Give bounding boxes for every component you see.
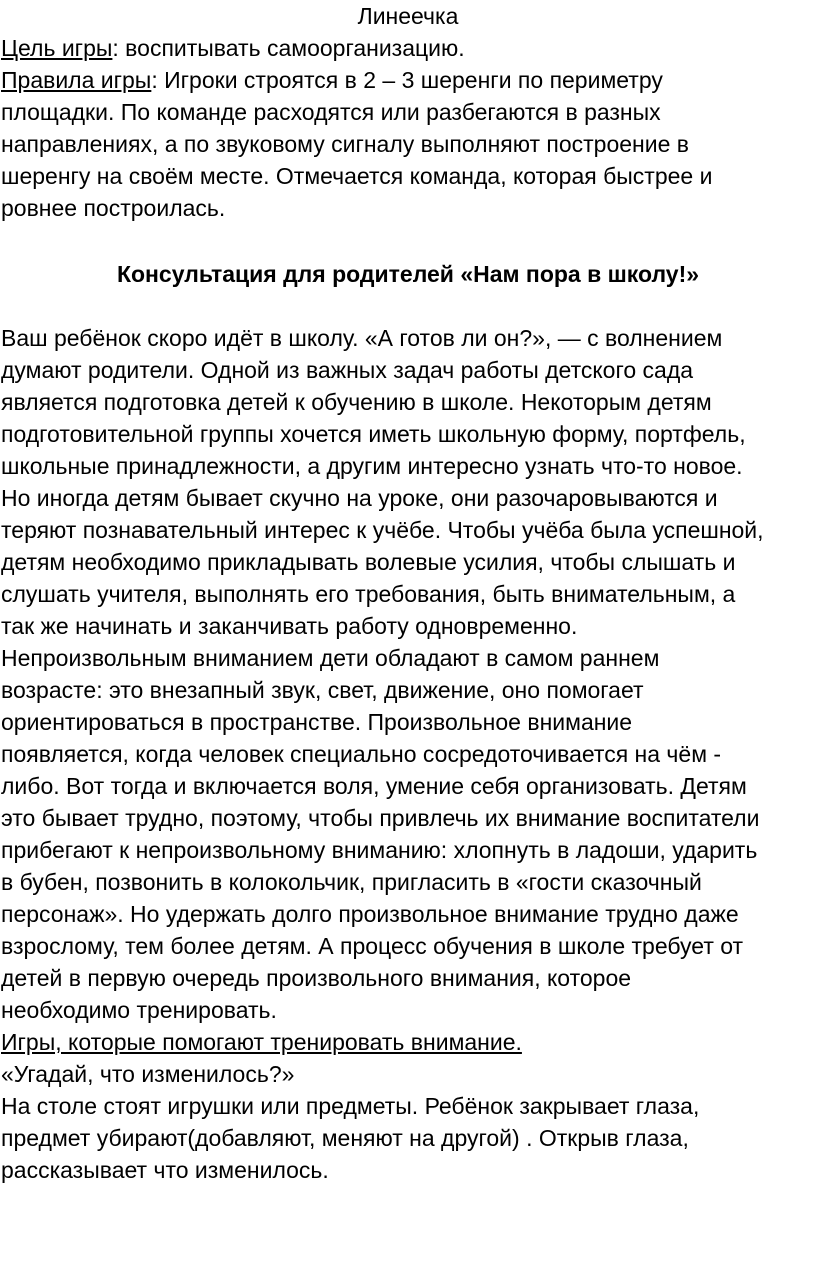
body-line: либо. Вот тогда и включается воля, умение себя организовать. Детям — [1, 773, 747, 799]
games-heading: Игры, которые помогают тренировать внимание. — [1, 1029, 522, 1055]
body-line: ориентироваться в пространстве. Произвольное внимание — [1, 709, 633, 735]
goal-label: Цель игры — [1, 35, 113, 61]
rules-line-first — [1, 64, 663, 96]
body-line: это бывает трудно, поэтому, чтобы привлечь их внимание воспитатели — [1, 805, 760, 831]
body-line: взрослому, тем более детям. А процесс обучения в школе требует от — [1, 933, 744, 959]
body-line: прибегают к непроизвольному вниманию: хлопнуть в ладоши, ударить — [1, 837, 758, 863]
body-line: подготовительной группы хочется иметь школьную форму, портфель, — [1, 421, 746, 447]
goal-text: : воспитывать самоорганизацию. — [112, 35, 465, 61]
rules-line: площадки. По команде расходятся или разбегаются в разных — [1, 99, 661, 125]
body-line: возрасте: это внезапный звук, свет, движение, оно помогает — [1, 677, 644, 703]
body-line: детям необходимо прикладывать волевые усилия, чтобы слышать и — [1, 549, 736, 575]
game-title: Линеечка — [357, 3, 459, 29]
game-desc-line: На столе стоят игрушки или предметы. Ребёнок закрывает глаза, — [1, 1093, 700, 1119]
goal-line — [1, 32, 465, 64]
body-line: теряют познавательный интерес к учёбе. Чтобы учёба была успешной, — [1, 517, 764, 543]
body-line: думают родители. Одной из важных задач работы детского сада — [1, 357, 694, 383]
rules-line: направлениях, а по звуковому сигналу выполняют построение в — [1, 131, 690, 157]
rules-line: ровнее построилась. — [1, 195, 226, 221]
consultation-heading: Консультация для родителей «Нам пора в школу!» — [116, 261, 700, 287]
body-line: Ваш ребёнок скоро идёт в школу. «А готов ли он?», — с волнением — [1, 325, 723, 351]
game-desc-line: предмет убирают(добавляют, меняют на другой) . Открыв глаза, — [1, 1125, 689, 1151]
body-line: Но иногда детям бывает скучно на уроке, они разочаровываются и — [1, 485, 718, 511]
body-line: необходимо тренировать. — [1, 997, 277, 1023]
body-line: школьные принадлежности, а другим интересно узнать что-то новое. — [1, 453, 743, 479]
body-line: персонаж». Но удержать долго произвольное внимание трудно даже — [1, 901, 739, 927]
game-name: «Угадай, что изменилось?» — [1, 1061, 295, 1087]
body-line: Непроизвольным вниманием дети обладают в самом раннем — [1, 645, 660, 671]
body-line: слушать учителя, выполнять его требования, быть внимательным, а — [1, 581, 736, 607]
body-line: в бубен, позвонить в колокольчик, пригласить в «гости сказочный — [1, 869, 702, 895]
rules-label: Правила игры — [1, 67, 152, 93]
body-line: детей в первую очередь произвольного внимания, которое — [1, 965, 632, 991]
rules-text: : Игроки строятся в 2 – 3 шеренги по периметру — [151, 67, 663, 93]
body-line: так же начинать и заканчивать работу одновременно. — [1, 613, 578, 639]
rules-line: шеренгу на своём месте. Отмечается команда, которая быстрее и — [1, 163, 713, 189]
body-line: появляется, когда человек специально сосредоточивается на чём - — [1, 741, 722, 767]
body-line: является подготовка детей к обучению в школе. Некоторым детям — [1, 389, 712, 415]
game-desc-line: рассказывает что изменилось. — [1, 1157, 329, 1183]
